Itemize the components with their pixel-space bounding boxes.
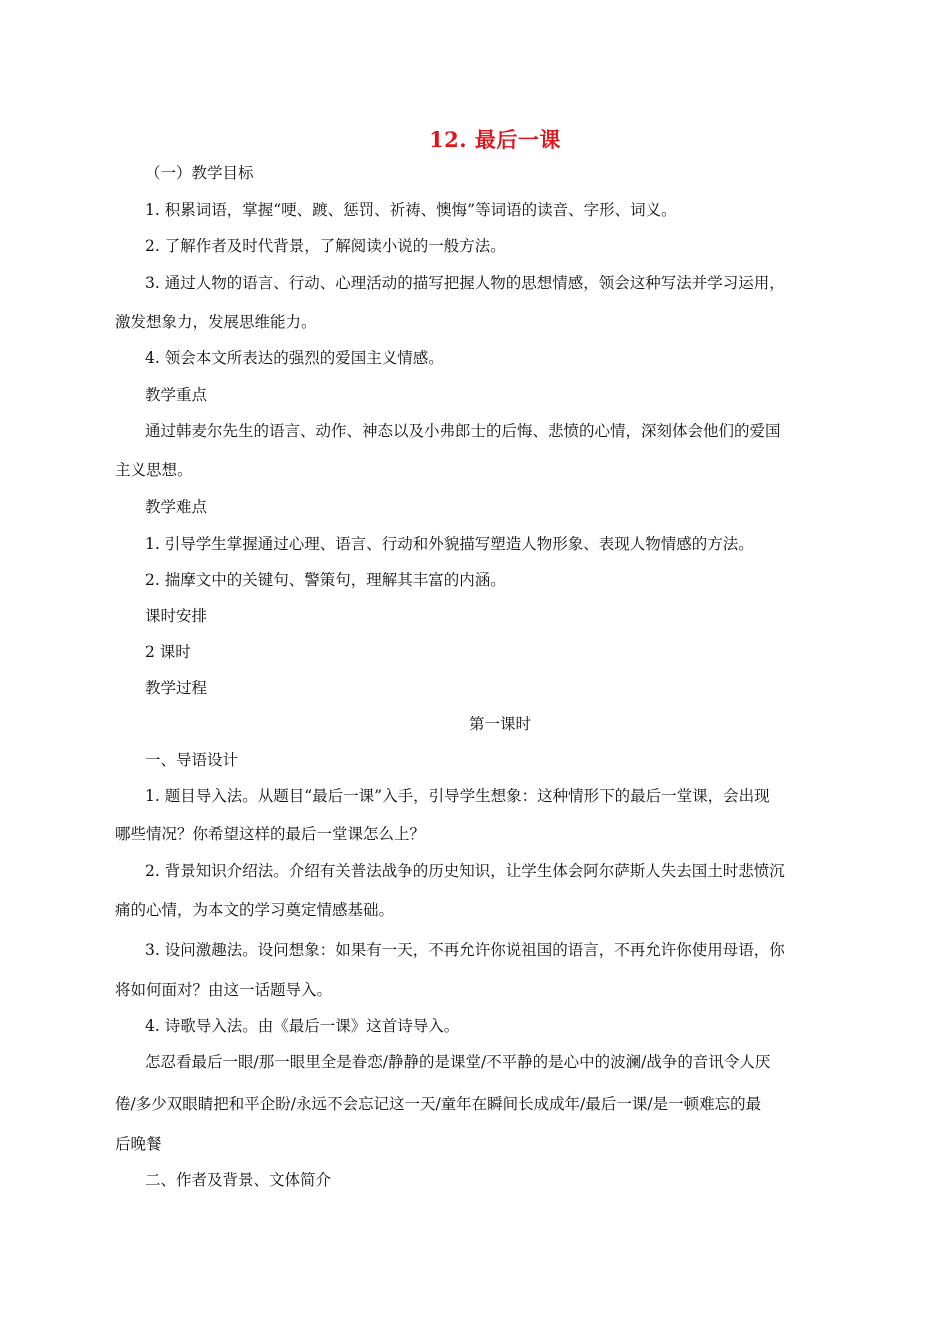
paragraph-goal-1: 1. 积累词语，掌握“哽、踱、惩罚、祈祷、懊悔”等词语的读音、字形、词义。 [145, 201, 677, 219]
paragraph-intro-1-line-1: 1. 题目导入法。从题目“最后一课”入手，引导学生想象：这种情形下的最后一堂课，会出现 [145, 787, 770, 805]
section-heading-teaching-goals: （一）教学目标 [145, 164, 254, 182]
paragraph-intro-3-line-1: 3. 设问激趣法。设问想象：如果有一天，不再允许你说祖国的语言，不再允许你使用母语，你 [145, 941, 785, 959]
poem-line-3: 后晚餐 [115, 1135, 162, 1153]
section-heading-author-background: 二、作者及背景、文体简介 [145, 1171, 332, 1189]
section-heading-process: 教学过程 [145, 679, 208, 697]
paragraph-intro-1-line-2: 哪些情况？你希望这样的最后一堂课怎么上？ [115, 825, 426, 843]
poem-line-2: 倦/多少双眼睛把和平企盼/永远不会忘记这一天/童年在瞬间长成成年/最后一课/是一顿难忘的最 [115, 1095, 762, 1113]
paragraph-goal-2: 2. 了解作者及时代背景，了解阅读小说的一般方法。 [145, 237, 506, 255]
paragraph-goal-3-line-1: 3. 通过人物的语言、行动、心理活动的描写把握人物的思想情感，领会这种写法并学习运用， [145, 274, 785, 292]
section-heading-difficulties: 教学难点 [145, 498, 208, 516]
document-title: 12. 最后一课 [429, 127, 561, 152]
paragraph-intro-4: 4. 诗歌导入法。由《最后一课》这首诗导入。 [145, 1017, 460, 1035]
paragraph-intro-2-line-1: 2. 背景知识介绍法。介绍有关普法战争的历史知识，让学生体会阿尔萨斯人失去国土时悲愤沉 [145, 862, 785, 880]
paragraph-intro-3-line-2: 将如何面对？由这一话题导入。 [115, 981, 333, 999]
section-heading-schedule: 课时安排 [145, 607, 208, 625]
paragraph-intro-2-line-2: 痛的心情，为本文的学习奠定情感基础。 [115, 901, 395, 919]
paragraph-difficulty-1: 1. 引导学生掌握通过心理、语言、行动和外貌描写塑造人物形象、表现人物情感的方法。 [145, 535, 754, 553]
paragraph-key-points-line-1: 通过韩麦尔先生的语言、动作、神态以及小弗郎士的后悔、悲愤的心情，深刻体会他们的爱国 [145, 422, 781, 440]
paragraph-goal-3-line-2: 激发想象力，发展思维能力。 [115, 313, 317, 331]
section-heading-intro-design: 一、导语设计 [145, 751, 239, 769]
paragraph-difficulty-2: 2. 揣摩文中的关键句、警策句，理解其丰富的内涵。 [145, 571, 506, 589]
paragraph-schedule: 2 课时 [145, 643, 191, 661]
paragraph-goal-4: 4. 领会本文所表达的强烈的爱国主义情感。 [145, 349, 444, 367]
poem-line-1: 怎忍看最后一眼/那一眼里全是眷恋/静静的是课堂/不平静的是心中的波澜/战争的音讯令人厌 [145, 1053, 771, 1071]
section-heading-key-points: 教学重点 [145, 386, 208, 404]
paragraph-key-points-line-2: 主义思想。 [115, 461, 193, 479]
subheading-first-lesson: 第一课时 [468, 715, 531, 733]
